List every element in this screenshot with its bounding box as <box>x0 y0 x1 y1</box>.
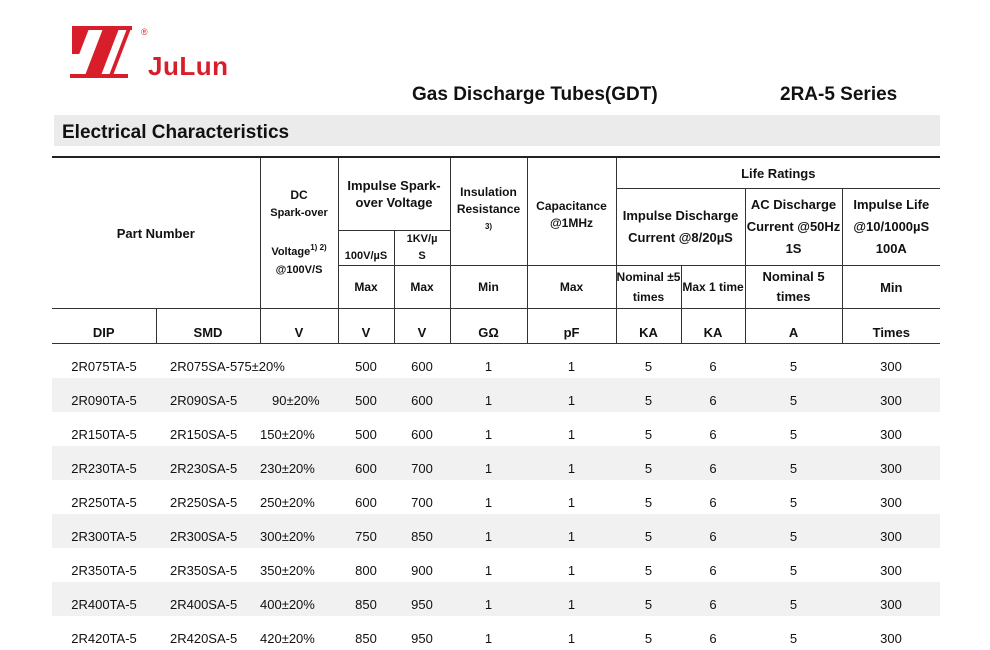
cell-v1k: 600 <box>394 344 450 379</box>
document-title: Gas Discharge Tubes(GDT) <box>412 84 658 106</box>
ac-discharge-nominal: Nominal 5 times <box>745 266 842 309</box>
cell-smd: 2R250SA-5 <box>156 480 260 514</box>
cell-v100: 500 <box>338 412 394 446</box>
cell-max: 6 <box>681 344 745 379</box>
cell-ins: 1 <box>450 378 527 412</box>
ac-discharge-header: AC Discharge Current @50Hz 1S <box>745 189 842 266</box>
table-row <box>52 446 940 480</box>
cell-max: 6 <box>681 616 745 650</box>
cell-nom: 5 <box>616 378 681 412</box>
impulse-100v-header: 100V/µS <box>338 231 394 266</box>
cell-life: 300 <box>842 412 940 446</box>
cell-ac: 5 <box>745 480 842 514</box>
cell-nom: 5 <box>616 344 681 379</box>
cell-nom: 5 <box>616 514 681 548</box>
cell-life: 300 <box>842 378 940 412</box>
cell-v1k: 700 <box>394 446 450 480</box>
unit-header: V <box>338 309 394 344</box>
table-row <box>52 616 940 650</box>
impulse-life-header: Impulse Life @10/1000µS 100A <box>842 189 940 266</box>
cell-smd: 2R075SA-575±20% <box>156 344 260 379</box>
cell-ins: 1 <box>450 616 527 650</box>
cell-v100: 500 <box>338 344 394 379</box>
cell-cap: 1 <box>527 378 616 412</box>
table-row <box>52 582 940 616</box>
registered-mark: ® <box>141 27 148 37</box>
unit-header: V <box>260 309 338 344</box>
brand-name: JuLun <box>148 51 229 82</box>
table-row <box>52 344 940 379</box>
units-row <box>52 309 940 344</box>
cell-life: 300 <box>842 446 940 480</box>
cell-ins: 1 <box>450 344 527 379</box>
cell-v1k: 700 <box>394 480 450 514</box>
cell-dc: 250±20% <box>260 480 338 514</box>
part-number-header: Part Number <box>52 157 260 309</box>
cell-v1k: 950 <box>394 616 450 650</box>
cell-nom: 5 <box>616 582 681 616</box>
cell-v100: 600 <box>338 446 394 480</box>
cell-dip: 2R150TA-5 <box>52 412 156 446</box>
cell-max: 6 <box>681 480 745 514</box>
cell-v100: 850 <box>338 582 394 616</box>
cell-smd: 2R300SA-5 <box>156 514 260 548</box>
unit-header: Times <box>842 309 940 344</box>
impulse-life-min: Min <box>842 266 940 309</box>
cell-ins: 1 <box>450 548 527 582</box>
cell-max: 6 <box>681 446 745 480</box>
unit-header: V <box>394 309 450 344</box>
cell-v1k: 850 <box>394 514 450 548</box>
cell-max: 6 <box>681 582 745 616</box>
cell-cap: 1 <box>527 582 616 616</box>
cell-nom: 5 <box>616 548 681 582</box>
cell-smd: 2R150SA-5 <box>156 412 260 446</box>
cell-ac: 5 <box>745 344 842 379</box>
cell-ins: 1 <box>450 480 527 514</box>
cell-cap: 1 <box>527 514 616 548</box>
cell-dc: 300±20% <box>260 514 338 548</box>
cell-max: 6 <box>681 548 745 582</box>
impulse-discharge-max: Max 1 time <box>681 266 745 309</box>
unit-header: KA <box>616 309 681 344</box>
cell-dip: 2R230TA-5 <box>52 446 156 480</box>
cell-max: 6 <box>681 378 745 412</box>
cell-life: 300 <box>842 616 940 650</box>
cell-smd: 2R350SA-5 <box>156 548 260 582</box>
unit-header: GΩ <box>450 309 527 344</box>
cell-smd: 2R230SA-5 <box>156 446 260 480</box>
table-row <box>52 412 940 446</box>
table-row <box>52 548 940 582</box>
impulse-1kv-label-b: S <box>418 250 425 262</box>
cell-ac: 5 <box>745 412 842 446</box>
insulation-footnote: 3) <box>485 222 492 231</box>
cell-life: 300 <box>842 582 940 616</box>
life-ratings-header: Life Ratings <box>616 157 940 189</box>
impulse-discharge-header: Impulse Discharge Current @8/20µS <box>616 189 745 266</box>
cell-dip: 2R400TA-5 <box>52 582 156 616</box>
dc-voltage-label: Voltage <box>271 246 310 258</box>
cell-dip: 2R300TA-5 <box>52 514 156 548</box>
cell-v1k: 950 <box>394 582 450 616</box>
impulse-1kv-header <box>394 231 450 266</box>
impulse-1kv-max: Max <box>394 266 450 309</box>
cell-cap: 1 <box>527 446 616 480</box>
cell-nom: 5 <box>616 480 681 514</box>
cell-cap: 1 <box>527 412 616 446</box>
cell-dc: 150±20% <box>260 412 338 446</box>
electrical-characteristics-table <box>52 156 940 650</box>
cell-ac: 5 <box>745 548 842 582</box>
unit-header: DIP <box>52 309 156 344</box>
cell-dc: 230±20% <box>260 446 338 480</box>
cell-ins: 1 <box>450 446 527 480</box>
dc-label: DC <box>290 188 307 202</box>
insulation-label: Insulation Resistance <box>457 185 520 216</box>
unit-header: SMD <box>156 309 260 344</box>
dc-footnote: 1) 2) <box>310 243 326 252</box>
cell-v1k: 900 <box>394 548 450 582</box>
capacitance-max: Max <box>527 266 616 309</box>
cell-max: 6 <box>681 412 745 446</box>
cell-life: 300 <box>842 548 940 582</box>
insulation-resistance-header <box>450 157 527 266</box>
cell-ins: 1 <box>450 582 527 616</box>
cell-v1k: 600 <box>394 378 450 412</box>
impulse-sparkover-header: Impulse Spark-over Voltage <box>338 157 450 231</box>
cell-smd: 2R090SA-5 <box>156 378 260 412</box>
cell-nom: 5 <box>616 412 681 446</box>
table-row <box>52 378 940 412</box>
cell-dip: 2R250TA-5 <box>52 480 156 514</box>
cell-max: 6 <box>681 514 745 548</box>
cell-smd: 2R420SA-5 <box>156 616 260 650</box>
cell-ac: 5 <box>745 514 842 548</box>
capacitance-header: Capacitance @1MHz <box>527 157 616 266</box>
cell-life: 300 <box>842 344 940 379</box>
unit-header: A <box>745 309 842 344</box>
cell-life: 300 <box>842 480 940 514</box>
cell-smd: 2R400SA-5 <box>156 582 260 616</box>
cell-nom: 5 <box>616 446 681 480</box>
cell-cap: 1 <box>527 616 616 650</box>
cell-dip: 2R420TA-5 <box>52 616 156 650</box>
cell-v100: 800 <box>338 548 394 582</box>
dc-sparkover-label: Spark-over <box>270 207 327 219</box>
cell-dip: 2R075TA-5 <box>52 344 156 379</box>
cell-nom: 5 <box>616 616 681 650</box>
cell-cap: 1 <box>527 344 616 379</box>
cell-v100: 850 <box>338 616 394 650</box>
cell-v100: 750 <box>338 514 394 548</box>
cell-dc: 420±20% <box>260 616 338 650</box>
table-body <box>52 344 940 650</box>
cell-v1k: 600 <box>394 412 450 446</box>
cell-dc: 350±20% <box>260 548 338 582</box>
impulse-discharge-nominal: Nominal ±5 times <box>616 266 681 309</box>
cell-ac: 5 <box>745 616 842 650</box>
cell-ins: 1 <box>450 514 527 548</box>
impulse-100v-max: Max <box>338 266 394 309</box>
cell-ac: 5 <box>745 582 842 616</box>
cell-dc: 90±20% <box>260 378 338 412</box>
dc-condition-label: @100V/S <box>276 264 323 276</box>
cell-ac: 5 <box>745 378 842 412</box>
insulation-min: Min <box>450 266 527 309</box>
cell-dip: 2R350TA-5 <box>52 548 156 582</box>
cell-v100: 600 <box>338 480 394 514</box>
cell-cap: 1 <box>527 548 616 582</box>
table-row <box>52 514 940 548</box>
cell-ins: 1 <box>450 412 527 446</box>
cell-dc: 400±20% <box>260 582 338 616</box>
series-name: 2RA-5 Series <box>780 84 897 106</box>
cell-cap: 1 <box>527 480 616 514</box>
dc-sparkover-header <box>260 157 338 309</box>
table-row <box>52 480 940 514</box>
cell-dip: 2R090TA-5 <box>52 378 156 412</box>
cell-v100: 500 <box>338 378 394 412</box>
impulse-1kv-label-a: 1KV/µ <box>407 233 438 245</box>
unit-header: KA <box>681 309 745 344</box>
unit-header: pF <box>527 309 616 344</box>
section-title: Electrical Characteristics <box>62 122 289 144</box>
cell-ac: 5 <box>745 446 842 480</box>
cell-life: 300 <box>842 514 940 548</box>
